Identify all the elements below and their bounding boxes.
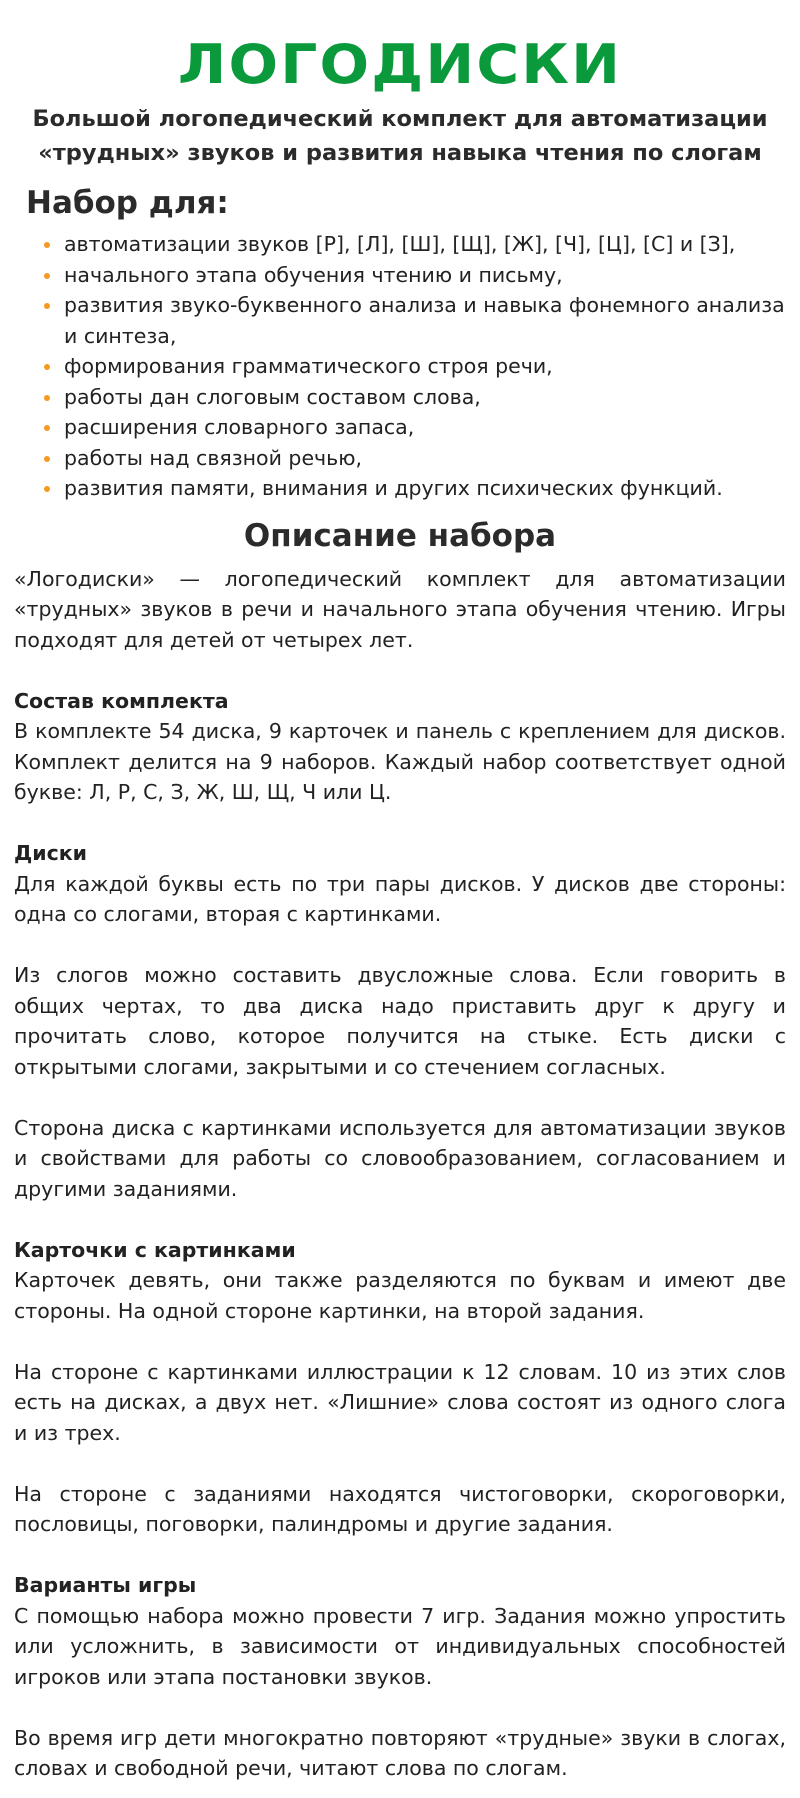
composition-paragraph: В комплекте 54 диска, 9 карточек и панель с креплением для дисков. Комплект делится на 9 наборов. Каждый набор соответствует одной букве: Л, Р, С, З, Ж, Ш, Щ, Ч или Ц.	[14, 719, 786, 804]
purpose-item: работы над связной речью,	[64, 443, 786, 474]
cards-heading: Карточки с картинками	[14, 1237, 296, 1262]
brand-logo: ЛОГОДИСКИ	[177, 33, 623, 96]
subtitle	[14, 102, 786, 170]
intro-paragraph: «Логодиски» — логопедический комплект для автоматизации «трудных» звуков в речи и начального этапа обучения чтению. Игры подходят для детей от четырех лет.	[14, 566, 786, 652]
purpose-item: начального этапа обучения чтению и письму,	[64, 260, 786, 291]
composition-heading: Состав комплекта	[14, 688, 229, 713]
disks-paragraph-3: Сторона диска с картинками используется для автоматизации звуков и свойствами для работы со словообразованием, согласованием и другими заданиями.	[14, 1115, 786, 1201]
subtitle-line-2: «трудных» звуков и развития навыка чтения по слогам	[38, 140, 762, 166]
purposes-heading: Набор для:	[26, 185, 229, 221]
games-paragraph-2: Во время игр дети многократно повторяют «трудные» звуки в слогах, словах и свободной речи, читают слова по слогам.	[14, 1725, 786, 1780]
purpose-item: развития звуко-буквенного анализа и навыка фонемного анализа и синтеза,	[64, 290, 786, 351]
description-title: Описание набора	[243, 517, 557, 554]
cards-paragraph-1: Карточек девять, они также разделяются по буквам и имеют две стороны. На одной стороне картинки, на второй задания.	[14, 1268, 786, 1323]
disks-heading: Диски	[14, 841, 88, 865]
cards-paragraph-3: На стороне с заданиями находятся чистоговорки, скороговорки, пословицы, поговорки, палиндромы и другие задания.	[14, 1481, 786, 1536]
disks-paragraph-1: Для каждой буквы есть по три пары дисков. У дисков две стороны: одна со слогами, вторая с картинками.	[14, 871, 786, 926]
purpose-item: работы дан слоговым составом слова,	[64, 382, 786, 413]
disks-paragraph-2: Из слогов можно составить двусложные слова. Если говорить в общих чертах, то два диска надо приставить друг к другу и прочитать слово, которое получится на стыке. Есть диски с открытыми слогами, закрытыми и со стечением согласных.	[14, 963, 786, 1079]
purpose-item: формирования грамматического строя речи,	[64, 351, 786, 382]
purposes-list	[14, 229, 786, 504]
games-heading: Варианты игры	[14, 1573, 197, 1597]
purpose-item: развития памяти, внимания и других психических функций.	[64, 473, 786, 504]
cards-paragraph-2: На стороне с картинками иллюстрации к 12 словам. 10 из этих слов есть на дисках, а двух нет. «Лишние» слова состоят из одного слога и из трех.	[14, 1359, 786, 1445]
games-paragraph-1: С помощью набора можно провести 7 игр. Задания можно упростить или усложнить, в зависимости от индивидуальных способностей игроков или этапа постановки звуков.	[14, 1603, 786, 1689]
purpose-item: автоматизации звуков [Р], [Л], [Ш], [Щ], [Ж], [Ч], [Ц], [С] и [З],	[64, 229, 786, 260]
purpose-item: расширения словарного запаса,	[64, 412, 786, 443]
subtitle-line-1: Большой логопедический комплект для автоматизации	[32, 106, 768, 132]
